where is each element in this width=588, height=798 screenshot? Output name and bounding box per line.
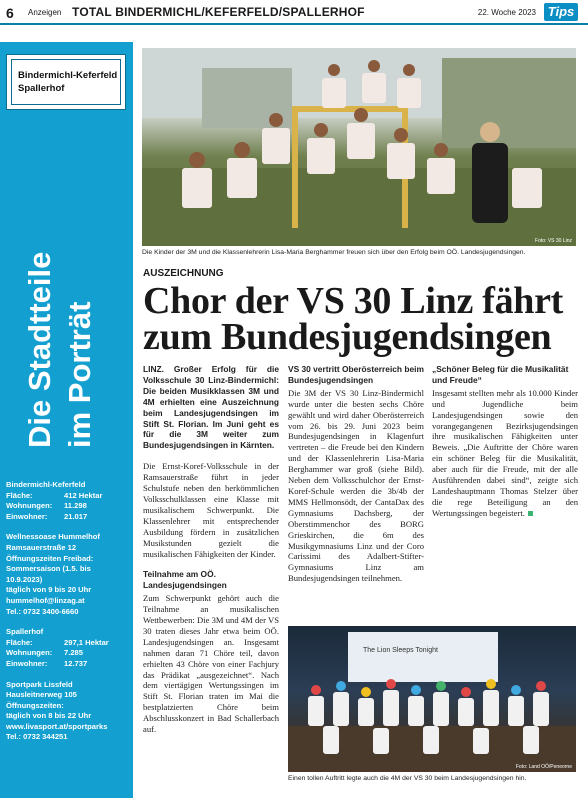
district-name-2: Spallerhof: [18, 83, 65, 94]
article-paragraph: Die Ernst-Koref-Volksschule in der Ramsauerstraße führt in jeder Schulstufe neben den herkömmlichen Volksschulklassen eine Klasse mit musikalischem Schwerpunkt. Die Klassenlehrer mit entsprechender Ausbildung fördern in zusätzlichen Musikstunden gezielt die musikalischen Fähigkeiten der Kinder.: [143, 461, 279, 559]
header-title: TOTAL BINDERMICHL/KEFERFELD/SPALLERHOF: [72, 5, 365, 19]
fact-key: Einwohner:: [6, 658, 48, 668]
article-paragraph: Zum Schwerpunkt gehört auch die Teilnahme an musikalischen Wettbewerben: Die 3M und 4M der VS 30 traten dieses Jahr etwa beim OÖ. Landesjugendsingen an. Insgesamt nahmen daran 71 Chöre teil, davon erhielten 43 Chöre von einer Fachjury das Prädikat „ausgezeichnet“. Nach dem viertägigen Wertungssingen im Stift St. Florian traten im Mai die bestplatzierten Chöre beim Abschlusskonzert in Bad Schallerbach auf.: [143, 593, 279, 735]
section-label: Anzeigen: [28, 8, 62, 17]
issue-week: 22. Woche 2023: [477, 8, 536, 17]
vertical-title-line-2: im Porträt: [62, 301, 97, 448]
sidebar: [0, 42, 133, 798]
fact-line: Ramsauerstraße 12: [6, 542, 77, 552]
article-headline: Chor der VS 30 Linz fährt zum Bundesjugendsingen: [143, 280, 564, 358]
fact-value: 12.737: [64, 658, 88, 668]
article-paragraph: Die 3M der VS 30 Linz-Bindermichl wurde unter die besten sechs Chöre gewählt und wird daher Oberösterreich vom 26. bis 29. Juni 2023 beim Bundesjugendsingen in Klagenfurt vertreten – die Freude bei den Kindern und der Klassenlehrerin Lisa-Maria Berghammer war groß (siehe Bild). Neben dem Volksschulchor der Ernst-Koref-Schule werden die 3b/4b der MMS Hellmonsödt, der CantaDax des Gymnasiums Dachsberg, der Oberstimmenchor des BORG Grieskirchen, die 6m des Musikgymnasiums Linz und der Coro Carissimi des Adalbert-Stifter-Gymnasiums Linz am Bundesjugendsingen teilnehmen.: [288, 387, 424, 584]
fact-line: Sommersaison (1.5. bis: [6, 564, 91, 574]
page-header: [0, 0, 588, 26]
vertical-title: [8, 252, 128, 452]
fact-line: Öffnungszeiten:: [6, 700, 64, 710]
article-paragraph-text: Insgesamt stellten mehr als 10.000 Kinder und Jugendliche beim Landesjugendsingen sowie den vorangegangenen Bezirksjugendsingen ihre musikalischen Fähigkeiten unter Beweis. „Die Auftritte der Chöre waren ein schöner Beleg für die Musikalität, aber auch für die Freude, mit der alle Ausführenden dabei sind“, zeigte sich Landeshauptmann Thomas Stelzer über die rege Beteiligung an den Wertungssingen begeistert.: [432, 387, 578, 518]
facts-title: Bindermichl-Keferfeld: [6, 480, 86, 489]
article-column-3: [432, 364, 578, 529]
photo-credit: Foto: Land OÖ/Peneorne: [515, 764, 572, 770]
article-kicker: AUSZEICHNUNG: [143, 268, 224, 279]
fact-key: Wohnungen:: [6, 648, 53, 658]
facts-group: [6, 480, 130, 522]
article-column-2: [288, 364, 424, 594]
article-paragraph: [432, 388, 578, 519]
facts-group: [6, 532, 130, 617]
vertical-title-line-1: Die Stadtteile: [22, 252, 57, 448]
tips-logo: Tips: [544, 3, 578, 21]
article-column-1: [143, 364, 279, 745]
facts-title: Spallerhof: [6, 627, 44, 637]
subheading: VS 30 vertritt Oberösterreich beim Bundesjugendsingen: [288, 364, 424, 385]
photo-credit: Foto: VS 30 Linz: [535, 238, 572, 244]
fact-email[interactable]: hummelhof@linzag.at: [6, 595, 85, 605]
end-mark-icon: [528, 511, 533, 516]
photo-caption: Die Kinder der 3M und die Klassenlehrerin Lisa-Maria Berghammer freuen sich über den Erfolg beim OÖ. Landesjugendsingen.: [142, 249, 526, 256]
page-number: 6: [6, 5, 14, 21]
subheading: Teilnahme am OÖ. Landesjugendsingen: [143, 569, 227, 591]
facts-group: [6, 680, 130, 744]
facts-group: [6, 627, 130, 669]
district-name-1: Bindermichl-Keferfeld: [18, 70, 118, 81]
fact-key: Wohnungen:: [6, 501, 53, 511]
fact-value: 297,1 Hektar: [64, 637, 109, 647]
fact-url[interactable]: www.livasport.at/sportparks: [6, 721, 108, 731]
fact-value: 21.017: [64, 511, 88, 521]
fact-key: Fläche:: [6, 637, 33, 647]
stage-screen-text: The Lion Sleeps Tonight: [363, 647, 438, 654]
district-box: [6, 54, 126, 110]
facts-title: Wellnessoase Hummelhof: [6, 532, 100, 542]
subheading: „Schöner Beleg für die Musikalität und Freude“: [432, 364, 569, 385]
fact-value: 7.285: [64, 648, 84, 658]
header-rule: [0, 23, 588, 25]
fact-line: täglich von 9 bis 20 Uhr: [6, 585, 92, 595]
article-lead: LINZ. Großer Erfolg für die Volksschule 30 Linz-Bindermichl: Die beiden Musikklassen 3M und 4M erhielten eine Auszeichnung beim Landesjugendsingen im Stift St. Florian. Im Juni geht es für die 3M weiter zum Bundesjugendsingen in Kärnten.: [143, 364, 279, 451]
fact-value: 11.298: [64, 501, 87, 511]
stage-photo: [288, 626, 576, 772]
photo-caption: Einen tollen Auftritt legte auch die 4M der VS 30 beim Landesjugendsingen hin.: [288, 775, 527, 782]
fact-phone: Tel.: 0732 344251: [6, 732, 68, 742]
fact-phone: Tel.: 0732 3400-6660: [6, 606, 79, 616]
fact-key: Fläche:: [6, 490, 33, 500]
facts-list: [6, 480, 130, 753]
fact-line: Öffnungszeiten Freibad:: [6, 553, 94, 563]
fact-value: 412 Hektar: [64, 490, 103, 500]
fact-line: täglich von 8 bis 22 Uhr: [6, 711, 92, 721]
fact-line: Hausleitnerweg 105: [6, 690, 77, 700]
fact-key: Einwohner:: [6, 511, 48, 521]
facts-title: Sportpark Lissfeld: [6, 679, 73, 689]
fact-line: 10.9.2023): [6, 574, 43, 584]
class-photo: [142, 48, 576, 246]
